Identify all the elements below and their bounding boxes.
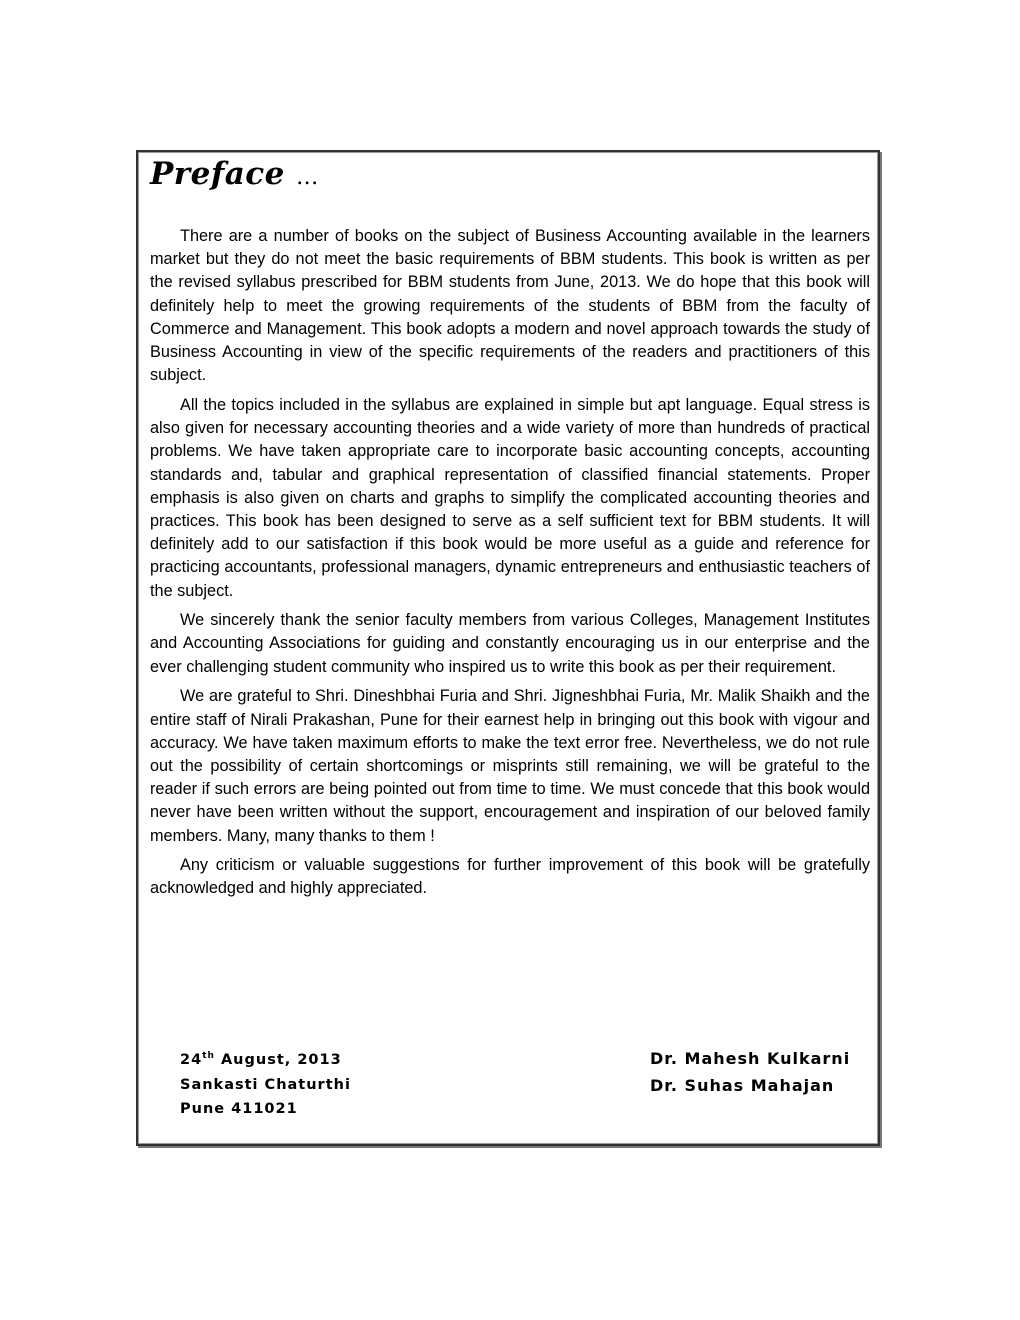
occasion-line: Sankasti Chaturthi (180, 1076, 351, 1093)
author-1: Dr. Mahesh Kulkarni (650, 1049, 851, 1068)
date-rest: August, 2013 (214, 1052, 342, 1068)
paragraph-5: Any criticism or valuable suggestions for further improvement of this book will be gratefully acknowledged and highly appreciated. (150, 856, 870, 898)
date-day: 24 (180, 1052, 203, 1068)
authors-block (650, 1046, 850, 1099)
page-title (150, 156, 319, 192)
date-place-block (180, 1048, 351, 1122)
paragraph-4: We are grateful to Shri. Dineshbhai Furia and Shri. Jigneshbhai Furia, Mr. Malik Shaikh and the entire staff of Nirali Prakashan, Pune for their earnest help in bringing out this book with vigour and accuracy. We have taken maximum efforts to make the text error free. Nevertheless, we do not rule out the possibility of certain shortcomings or misprints still remaining, we will be grateful to the reader if such errors are being pointed out from time to time. We must concede that this book would never have been written without the support, encouragement and inspiration of our beloved family members. Many, many thanks to them ! (150, 687, 870, 845)
preface-body (150, 225, 870, 907)
title-text: Preface (150, 156, 285, 192)
title-ellipsis: ... (296, 165, 319, 190)
author-2: Dr. Suhas Mahajan (650, 1075, 835, 1095)
paragraph-3: We sincerely thank the senior faculty members from various Colleges, Management Institutes and Accounting Associations for guiding and constantly encouraging us in our enterprise and the ever challenging student community who inspired us to write this book as per their requirement. (150, 611, 870, 676)
date-suffix: th (202, 1051, 215, 1062)
date-line (180, 1048, 351, 1073)
paragraph-2: All the topics included in the syllabus are explained in simple but apt language. Equal stress is also given for necessary accounting theories and a wide variety of more than hundreds of practical problems. We have taken appropriate care to incorporate basic accounting concepts, accounting standards and, tabular and graphical representation of classified financial statements. Proper emphasis is also given on charts and graphs to simplify the complicated accounting theories and practices. This book has been designed to serve as a self sufficient text for BBM students. It will definitely add to our satisfaction if this book would be more useful as a guide and reference for practicing accountants, professional managers, dynamic entrepreneurs and enthusiastic teachers of the subject. (150, 395, 870, 600)
place-line: Pune 411021 (180, 1101, 298, 1117)
paragraph-1: There are a number of books on the subject of Business Accounting available in the learners market but they do not meet the basic requirements of BBM students. This book is written as per the revised syllabus prescribed for BBM students from June, 2013. We do hope that this book will definitely help to meet the growing requirements of the students of BBM from the faculty of Commerce and Management. This book adopts a modern and novel approach towards the study of Business Accounting in view of the specific requirements of the readers and practitioners of this subject. (150, 227, 870, 385)
